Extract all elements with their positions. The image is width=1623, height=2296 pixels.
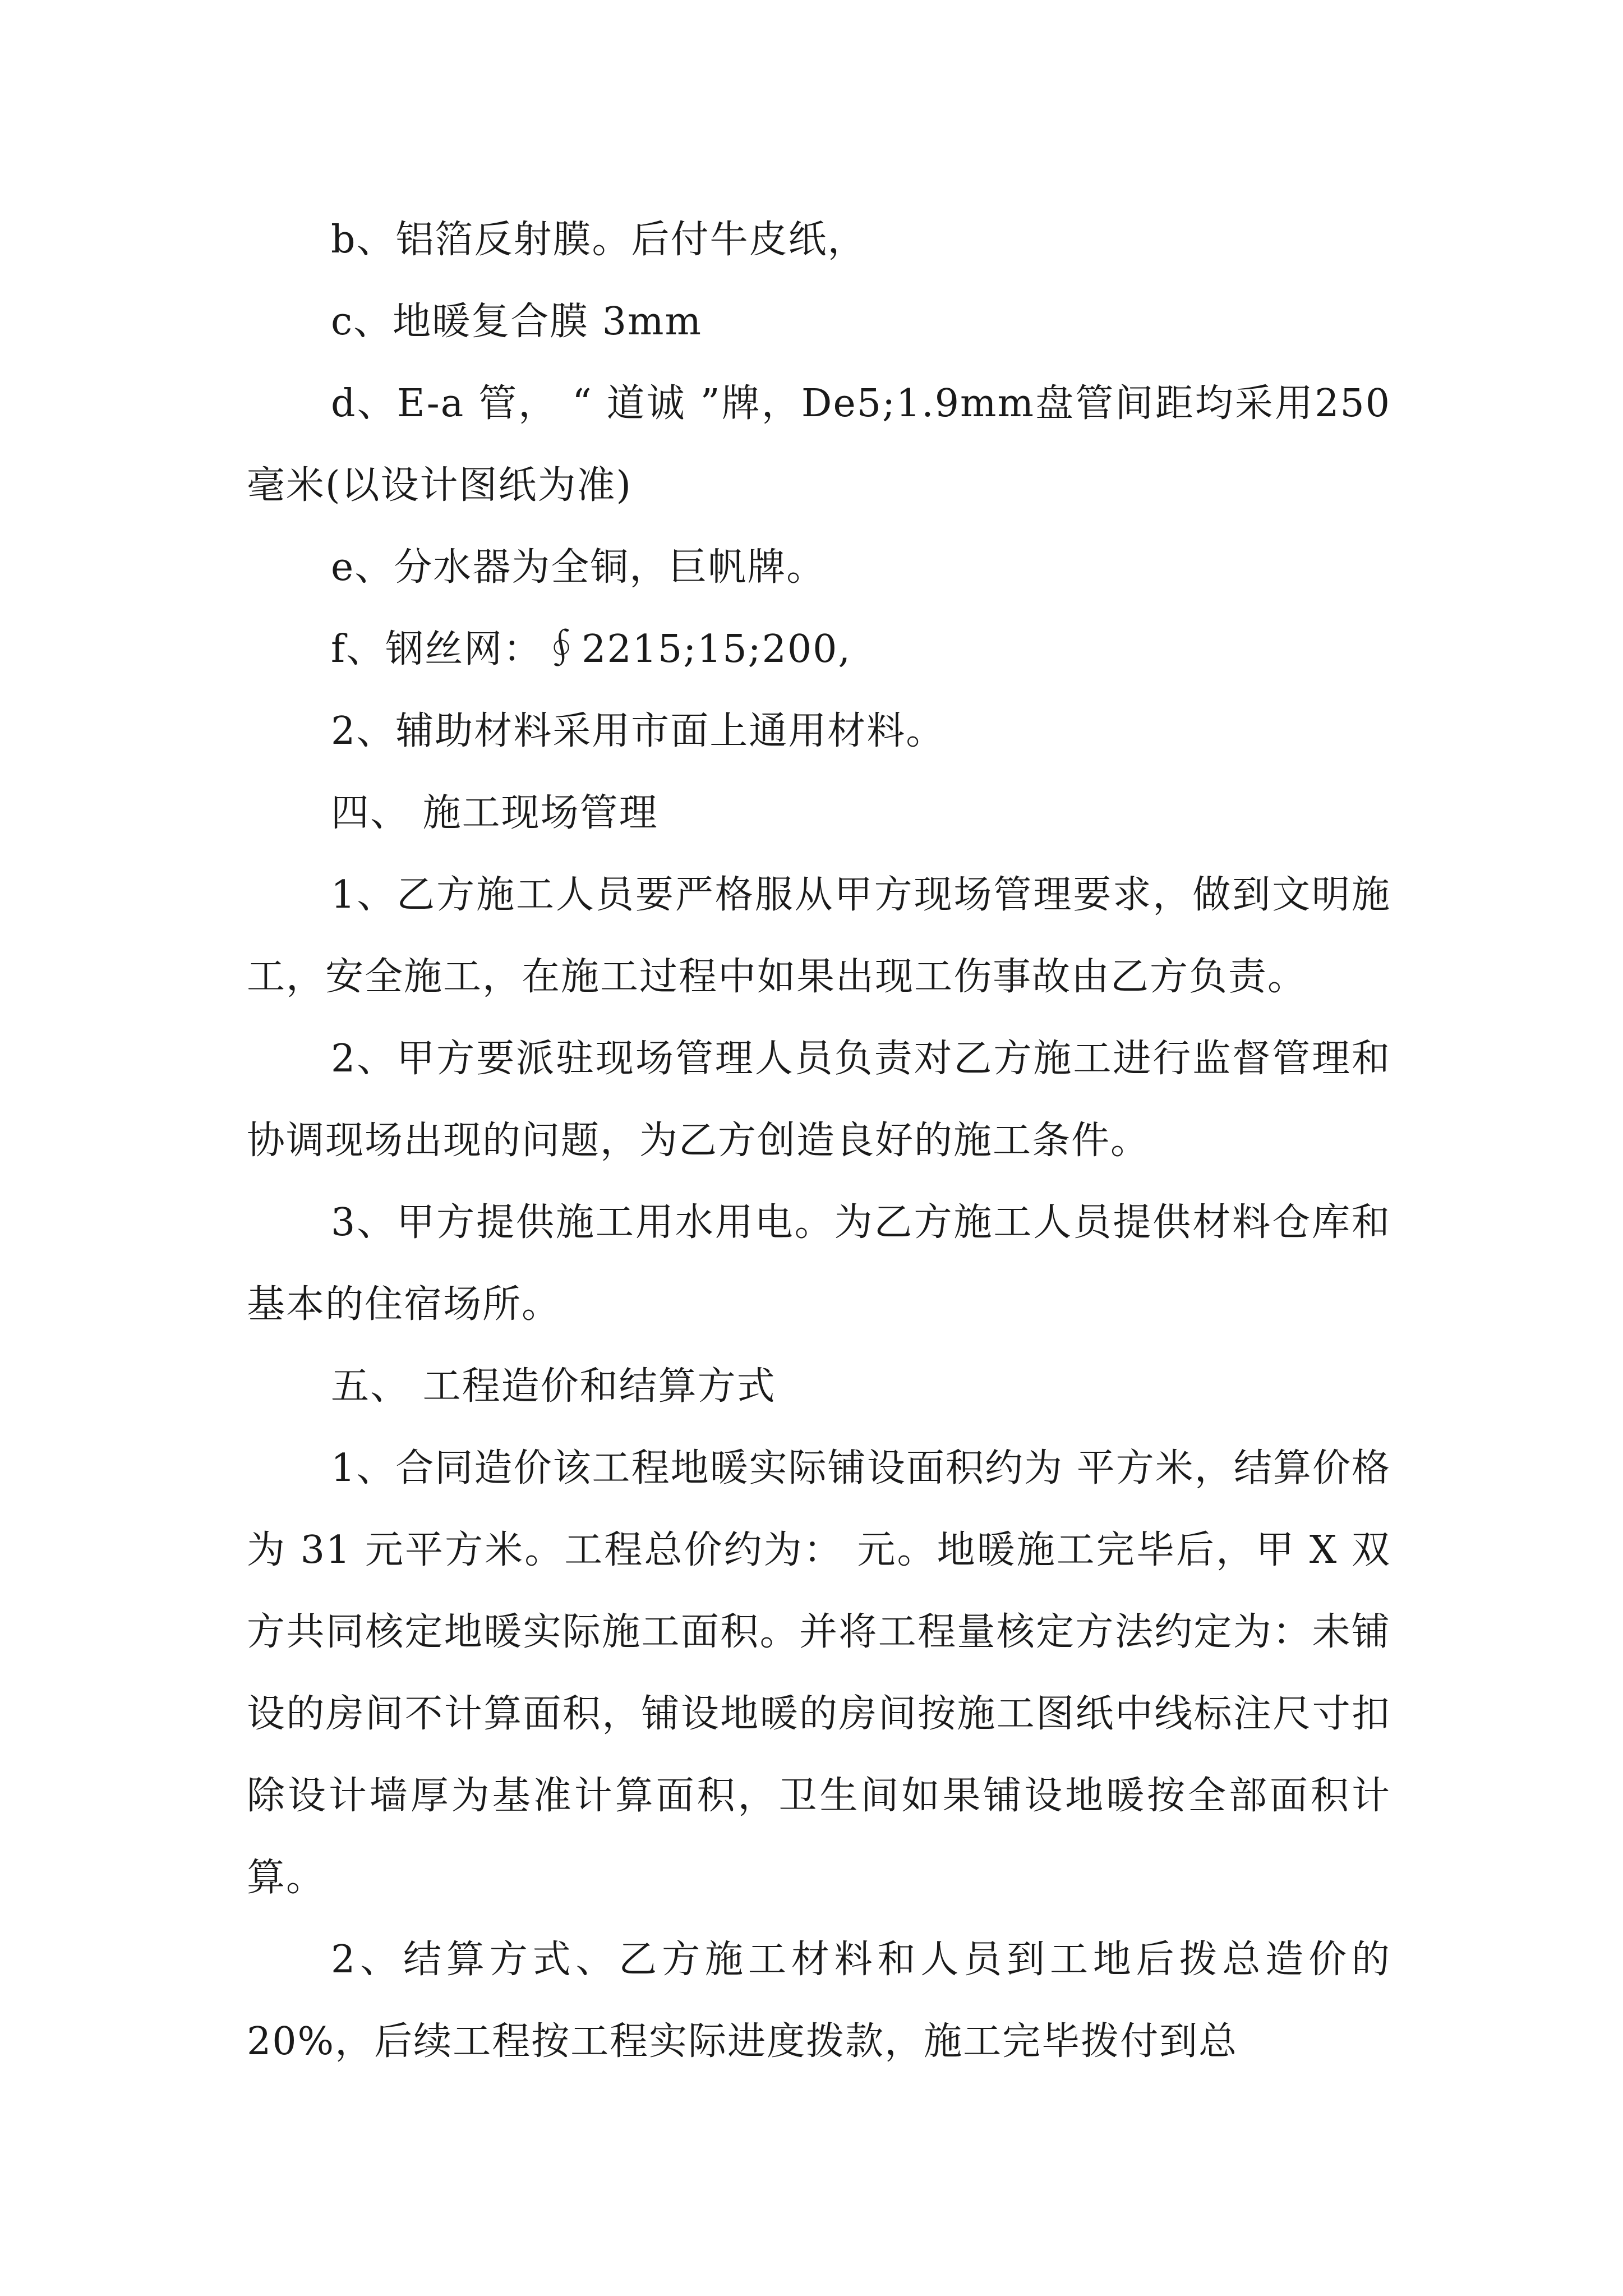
document-body <box>247 199 1404 2083</box>
paragraph-item-c: c、地暖复合膜 3mm <box>331 300 702 344</box>
paragraph-site-2: 2、甲方要派驻现场管理人员负责对乙方施工进行监督管理和协调现场出现的问题，为乙方创造良好的施工条件。 <box>247 1037 1391 1163</box>
paragraph-aux-materials: 2、辅助材料采用市面上通用材料。 <box>331 709 946 753</box>
paragraph-cost-2: 2、结算方式、乙方施工材料和人员到工地后拨总造价的 20%，后续工程按工程实际进度拨款，施工完毕拨付到总 <box>247 1938 1404 2064</box>
paragraph-site-3: 3、甲方提供施工用水用电。为乙方施工人员提供材料仓库和基本的住宿场所。 <box>247 1200 1391 1327</box>
paragraph-item-b: b、铝箔反射膜。后付牛皮纸， <box>331 218 867 262</box>
paragraph-cost-1: 1、合同造价该工程地暖实际铺设面积约为 平方米，结算价格为 31 元平方米。工程总价约为： 元。地暖施工完毕后，甲 X 双方共同核定地暖实际施工面积。并将工程量核定方法约定为：未铺设的房间不计算面积，铺设地暖的房间按施工图纸中线标注尺寸扣除设计墙厚为基准计算面积，卫生间如果铺设地暖按全部面积计算。 <box>247 1446 1391 1900</box>
paragraph-item-d: d、E-a 管， “ 道诚 ”牌，De5;1.9mm盘管间距均采用250 毫米(以设计图纸为准) <box>247 381 1404 508</box>
section-heading-site-management: 四、 施工现场管理 <box>331 791 658 835</box>
paragraph-site-1: 1、乙方施工人员要严格服从甲方现场管理要求，做到文明施工，安全施工，在施工过程中如果出现工伤事故由乙方负责。 <box>247 873 1391 999</box>
section-heading-cost-settlement: 五、 工程造价和结算方式 <box>331 1364 776 1409</box>
paragraph-item-e: e、分水器为全铜，巨帆牌。 <box>331 545 826 590</box>
paragraph-item-f: f、钢丝网：∮2215;15;200, <box>331 627 851 671</box>
